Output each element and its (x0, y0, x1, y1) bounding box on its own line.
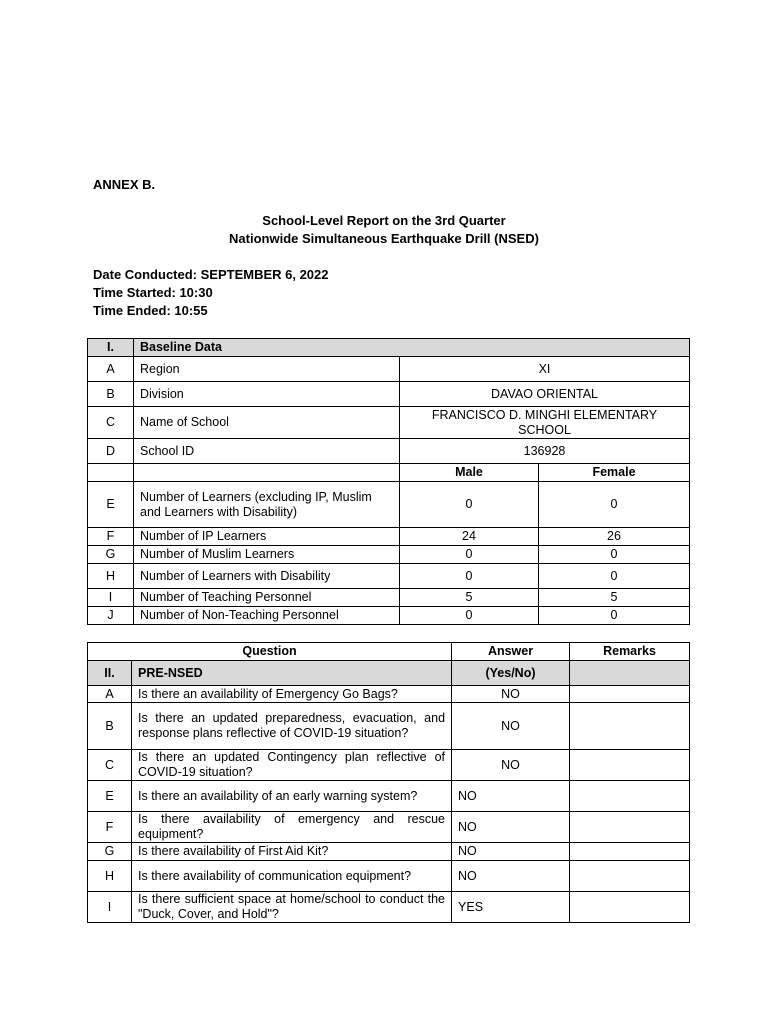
row-letter: B (88, 703, 132, 750)
table-row (88, 861, 690, 892)
female-count: 26 (539, 528, 690, 546)
answer-header: Answer (452, 643, 570, 661)
female-count: 0 (539, 546, 690, 564)
row-letter: E (88, 781, 132, 812)
table-row (88, 686, 690, 703)
drill-times (93, 266, 329, 320)
answer-value: NO (452, 861, 570, 892)
female-count: 5 (539, 589, 690, 607)
row-letter: G (88, 546, 134, 564)
blank-cell (570, 661, 690, 686)
female-header: Female (539, 464, 690, 482)
answer-value: YES (452, 892, 570, 923)
row-letter: F (88, 528, 134, 546)
female-count: 0 (539, 482, 690, 528)
row-label: Number of Muslim Learners (134, 546, 400, 564)
remarks-value (570, 750, 690, 781)
table-row (88, 892, 690, 923)
remarks-value (570, 703, 690, 750)
answer-hint: (Yes/No) (452, 661, 570, 686)
answer-value: NO (452, 843, 570, 861)
male-count: 0 (400, 482, 539, 528)
female-count: 0 (539, 607, 690, 625)
region-value: XI (400, 357, 690, 382)
table-row (88, 439, 690, 464)
time-started: Time Started: 10:30 (93, 285, 213, 300)
table-row (88, 382, 690, 407)
table-row (88, 703, 690, 750)
row-label: Name of School (134, 407, 400, 439)
remarks-value (570, 686, 690, 703)
annex-label: ANNEX B. (93, 177, 156, 192)
section-title: PRE-NSED (132, 661, 452, 686)
row-letter: A (88, 357, 134, 382)
remarks-header: Remarks (570, 643, 690, 661)
table-row (88, 546, 690, 564)
row-letter: B (88, 382, 134, 407)
question-text: Is there an availability of Emergency Go Bags? (132, 686, 452, 703)
row-letter: I (88, 589, 134, 607)
male-count: 5 (400, 589, 539, 607)
table-row (88, 843, 690, 861)
row-letter: D (88, 439, 134, 464)
answer-value: NO (452, 750, 570, 781)
title-line-2: Nationwide Simultaneous Earthquake Drill (NSED) (229, 231, 539, 246)
remarks-value (570, 812, 690, 843)
row-label: Number of IP Learners (134, 528, 400, 546)
question-text: Is there an updated preparedness, evacuation, and response plans reflective of COVID-19 situation? (132, 703, 452, 750)
question-text: Is there availability of emergency and rescue equipment? (132, 812, 452, 843)
row-letter: I (88, 892, 132, 923)
baseline-section-header (88, 339, 690, 357)
row-label: Number of Learners with Disability (134, 564, 400, 589)
table-row (88, 528, 690, 546)
row-label: Number of Teaching Personnel (134, 589, 400, 607)
report-title (0, 212, 768, 248)
table-row (88, 607, 690, 625)
question-text: Is there sufficient space at home/school to conduct the "Duck, Cover, and Hold"? (132, 892, 452, 923)
question-text: Is there an availability of an early warning system? (132, 781, 452, 812)
male-count: 0 (400, 546, 539, 564)
school-name-value: FRANCISCO D. MINGHI ELEMENTARY SCHOOL (400, 407, 690, 439)
table-row (88, 357, 690, 382)
pre-nsed-section-header (88, 661, 690, 686)
pre-nsed-table (87, 642, 690, 923)
blank-cell (88, 464, 134, 482)
table-row (88, 589, 690, 607)
row-letter: F (88, 812, 132, 843)
row-letter: C (88, 407, 134, 439)
row-letter: G (88, 843, 132, 861)
division-value: DAVAO ORIENTAL (400, 382, 690, 407)
title-line-1: School-Level Report on the 3rd Quarter (262, 213, 506, 228)
male-count: 24 (400, 528, 539, 546)
female-count: 0 (539, 564, 690, 589)
table-row (88, 407, 690, 439)
answer-value: NO (452, 686, 570, 703)
row-letter: H (88, 861, 132, 892)
question-header-row (88, 643, 690, 661)
row-letter: H (88, 564, 134, 589)
row-label: Number of Non-Teaching Personnel (134, 607, 400, 625)
row-label: School ID (134, 439, 400, 464)
table-row (88, 564, 690, 589)
row-label: Number of Learners (excluding IP, Muslim and Learners with Disability) (134, 482, 400, 528)
section-number: I. (88, 339, 134, 357)
remarks-value (570, 781, 690, 812)
row-label: Region (134, 357, 400, 382)
male-header: Male (400, 464, 539, 482)
male-count: 0 (400, 564, 539, 589)
blank-cell (134, 464, 400, 482)
row-letter: C (88, 750, 132, 781)
gender-header-row (88, 464, 690, 482)
row-label: Division (134, 382, 400, 407)
table-row (88, 781, 690, 812)
row-letter: E (88, 482, 134, 528)
time-ended: Time Ended: 10:55 (93, 303, 208, 318)
remarks-value (570, 843, 690, 861)
date-conducted: Date Conducted: SEPTEMBER 6, 2022 (93, 267, 329, 282)
remarks-value (570, 892, 690, 923)
question-header: Question (88, 643, 452, 661)
question-text: Is there availability of First Aid Kit? (132, 843, 452, 861)
table-row (88, 482, 690, 528)
remarks-value (570, 861, 690, 892)
answer-value: NO (452, 812, 570, 843)
male-count: 0 (400, 607, 539, 625)
baseline-data-table (87, 338, 690, 625)
table-row (88, 750, 690, 781)
answer-value: NO (452, 703, 570, 750)
section-number: II. (88, 661, 132, 686)
table-row (88, 812, 690, 843)
question-text: Is there availability of communication equipment? (132, 861, 452, 892)
question-rows (88, 686, 690, 923)
school-id-value: 136928 (400, 439, 690, 464)
learner-rows (88, 482, 690, 625)
section-title: Baseline Data (134, 339, 690, 357)
row-letter: A (88, 686, 132, 703)
answer-value: NO (452, 781, 570, 812)
row-letter: J (88, 607, 134, 625)
question-text: Is there an updated Contingency plan reflective of COVID-19 situation? (132, 750, 452, 781)
